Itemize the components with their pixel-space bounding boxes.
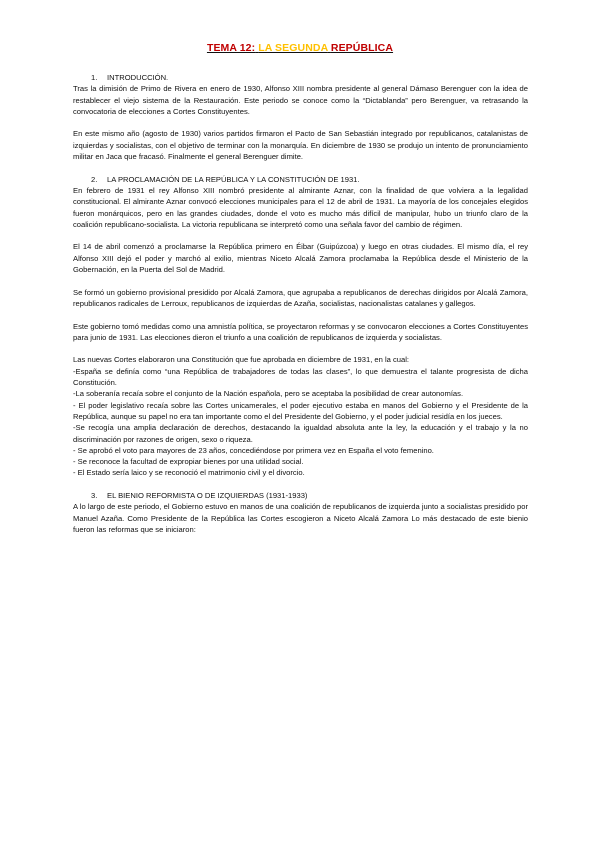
paragraph: En febrero de 1931 el rey Alfonso XIII nombró presidente al almirante Aznar, con la finalidad de que volviera a la legalidad constitucional. El almirante Aznar convocó elecciones municipales para el 12 de abril de 1931. La mayoría de los concejales elegidos fueron monárquicos, pero en las grandes ciudades, donde el voto es mucho más difícil de manipular, hubo un triunfo claro de la coalición republicano-socialista. La victoria republicana se interpretó como una señala favor del cambio de régimen.	[73, 185, 528, 229]
list-item: - El poder legislativo recaía sobre las Cortes unicamerales, el poder ejecutivo estaba en manos del Gobierno y el Presidente de la República, aunque su papel no era tan importante como el del Presidente del Gobierno, y el poder judicial residía en los jueces.	[73, 400, 528, 421]
list-item: - Se reconoce la facultad de expropiar bienes por una utilidad social.	[73, 457, 304, 467]
section-heading-1: 1. INTRODUCCIÓN.	[91, 73, 169, 82]
paragraph: Se formó un gobierno provisional presidido por Alcalá Zamora, que agrupaba a republicanos de derechas dirigidos por Alcalá Zamora, republicanos radicales de Lerroux, republicanos de izquierdas de Azaña, socialistas, nacionalistas catalanes y gallegos.	[73, 287, 528, 308]
section-heading-2: 2. LA PROCLAMACIÓN DE LA REPÚBLICA Y LA CONSTITUCIÓN DE 1931.	[91, 174, 360, 184]
list-item: -Se recogía una amplia declaración de derechos, destacando la igualdad absoluta ante la ley, la educación y el trabajo y la no discriminación por razones de origen, sexo o riqueza.	[73, 423, 528, 444]
paragraph: El 14 de abril comenzó a proclamarse la República primero en Éibar (Guipúzcoa) y luego en otras ciudades. El mismo día, el rey Alfonso XIII dejó el poder y marchó al exilio, mientras Niceto Alcalá Zamora proclamaba la República desde el Ministerio de la Gobernación, en la Puerta del Sol de Madrid.	[73, 242, 528, 275]
section-heading-3: 3. EL BIENIO REFORMISTA O DE IZQUIERDAS (1931-1933)	[91, 490, 308, 500]
list-item: -La soberanía recaía sobre el conjunto de la Nación española, pero se aceptaba la posibilidad de crear autonomías.	[73, 389, 464, 399]
title-part-1: TEMA 12:	[206, 42, 256, 54]
title-part-3: REPÚBLICA	[330, 42, 394, 54]
paragraph: En este mismo año (agosto de 1930) varios partidos firmaron el Pacto de San Sebastián integrado por republicanos, catalanistas de izquierdas y socialistas, con el objetivo de terminar con la monarquía. En diciembre de 1930 se produjo un intento de pronunciamiento militar en Jaca que fracasó. Finalmente el general Berenguer dimite.	[73, 129, 528, 162]
paragraph: A lo largo de este periodo, el Gobierno estuvo en manos de una coalición de republicanos de izquierda junto a socialistas presidido por Manuel Azaña. Como Presidente de la República las Cortes escogieron a Niceto Alcalá Zamora Lo más destacado de este bienio fueron las reformas que se iniciaron:	[73, 502, 528, 534]
list-item: - Se aprobó el voto para mayores de 23 años, concediéndose por primera vez en España el voto femenino.	[73, 445, 434, 455]
list-intro: Las nuevas Cortes elaboraron una Constitución que fue aprobada en diciembre de 1931, en la cual:	[73, 355, 410, 365]
document-body	[73, 72, 528, 546]
list-item: -España se definía como “una República de trabajadores de todas las clases”, lo que demuestra el talante progresista de dicha Constitución.	[73, 366, 528, 388]
page-title	[0, 42, 600, 54]
list-item: - El Estado sería laico y se reconoció el matrimonio civil y el divorcio.	[73, 468, 305, 478]
title-part-2: LA SEGUNDA	[258, 42, 328, 54]
paragraph: Tras la dimisión de Primo de Rivera en enero de 1930, Alfonso XIII nombra presidente al general Dámaso Berenguer con la idea de restablecer el viejo sistema de la Restauración. Este periodo se conoce como la “Dictablanda” pero Berenguer, va retrasando la convocatoria de elecciones a Cortes Constituyentes.	[73, 84, 528, 116]
paragraph: Este gobierno tomó medidas como una amnistía política, se proyectaron reformas y se convocaron elecciones a Cortes Constituyentes para junio de 1931. Las elecciones dieron el triunfo a una coalición de republicanos de izquierda y socialistas.	[73, 321, 528, 342]
